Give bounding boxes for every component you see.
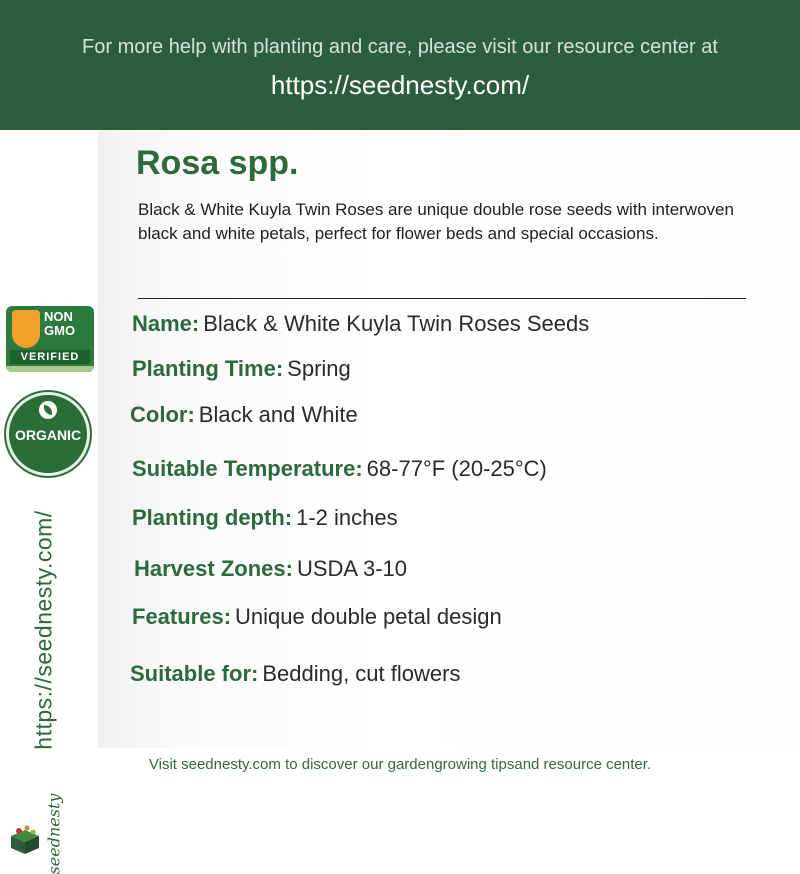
spec-value: Black and White	[198, 402, 358, 427]
spec-value: 68-77°F (20-25°C)	[366, 456, 547, 481]
verified-text: VERIFIED	[10, 350, 90, 364]
spec-row-planting-depth	[132, 505, 398, 531]
non-gmo-verified-badge	[6, 306, 94, 372]
organic-badge	[6, 392, 90, 476]
spec-label: Suitable Temperature:	[132, 456, 363, 481]
product-description: Black & White Kuyla Twin Roses are unique double rose seeds with interwoven black and white petals, perfect for flower beds and special occasions.	[138, 200, 734, 243]
banner-help-text: For more help with planting and care, please visit our resource center at	[82, 36, 718, 58]
non-gmo-text: NON GMO	[44, 309, 76, 338]
spec-label: Features:	[132, 604, 232, 629]
spec-value: Bedding, cut flowers	[262, 661, 461, 686]
spec-row-planting-time	[132, 356, 351, 382]
spec-row-features	[132, 604, 502, 630]
spec-label: Planting depth:	[132, 505, 293, 530]
spec-row-color	[130, 402, 358, 428]
organic-text: ORGANIC	[14, 427, 82, 443]
spec-value: USDA 3-10	[296, 556, 408, 581]
spec-value: Unique double petal design	[235, 604, 502, 629]
spec-row-name	[132, 311, 589, 337]
leaf-icon	[39, 401, 57, 419]
spec-label: Name:	[132, 311, 200, 336]
spec-label: Planting Time:	[132, 356, 284, 381]
seed-box-logo-icon	[8, 822, 42, 856]
spec-value: Black & White Kuyla Twin Roses Seeds	[203, 311, 590, 336]
spec-label: Harvest Zones:	[134, 556, 293, 581]
spec-row-suitable-for	[130, 661, 460, 687]
badge-footer-bar	[6, 366, 94, 372]
butterfly-icon	[12, 310, 40, 348]
spec-label: Color:	[130, 402, 195, 427]
spec-row-harvest-zones	[134, 556, 407, 582]
footer-note: Visit seednesty.com to discover our gardengrowing tipsand resource center.	[148, 756, 652, 773]
vertical-url-link[interactable]: https://seednesty.com/	[30, 510, 57, 750]
spec-label: Suitable for:	[130, 661, 259, 686]
section-divider	[138, 298, 746, 299]
spec-value: Spring	[287, 356, 351, 381]
species-title: Rosa spp.	[136, 144, 299, 182]
top-banner	[0, 0, 800, 130]
spec-row-temperature	[132, 456, 547, 482]
seednesty-logo-text: seednesty	[44, 793, 64, 874]
left-sidebar	[0, 130, 98, 874]
spec-value: 1-2 inches	[296, 505, 398, 530]
banner-url-link[interactable]: https://seednesty.com/	[270, 70, 530, 100]
